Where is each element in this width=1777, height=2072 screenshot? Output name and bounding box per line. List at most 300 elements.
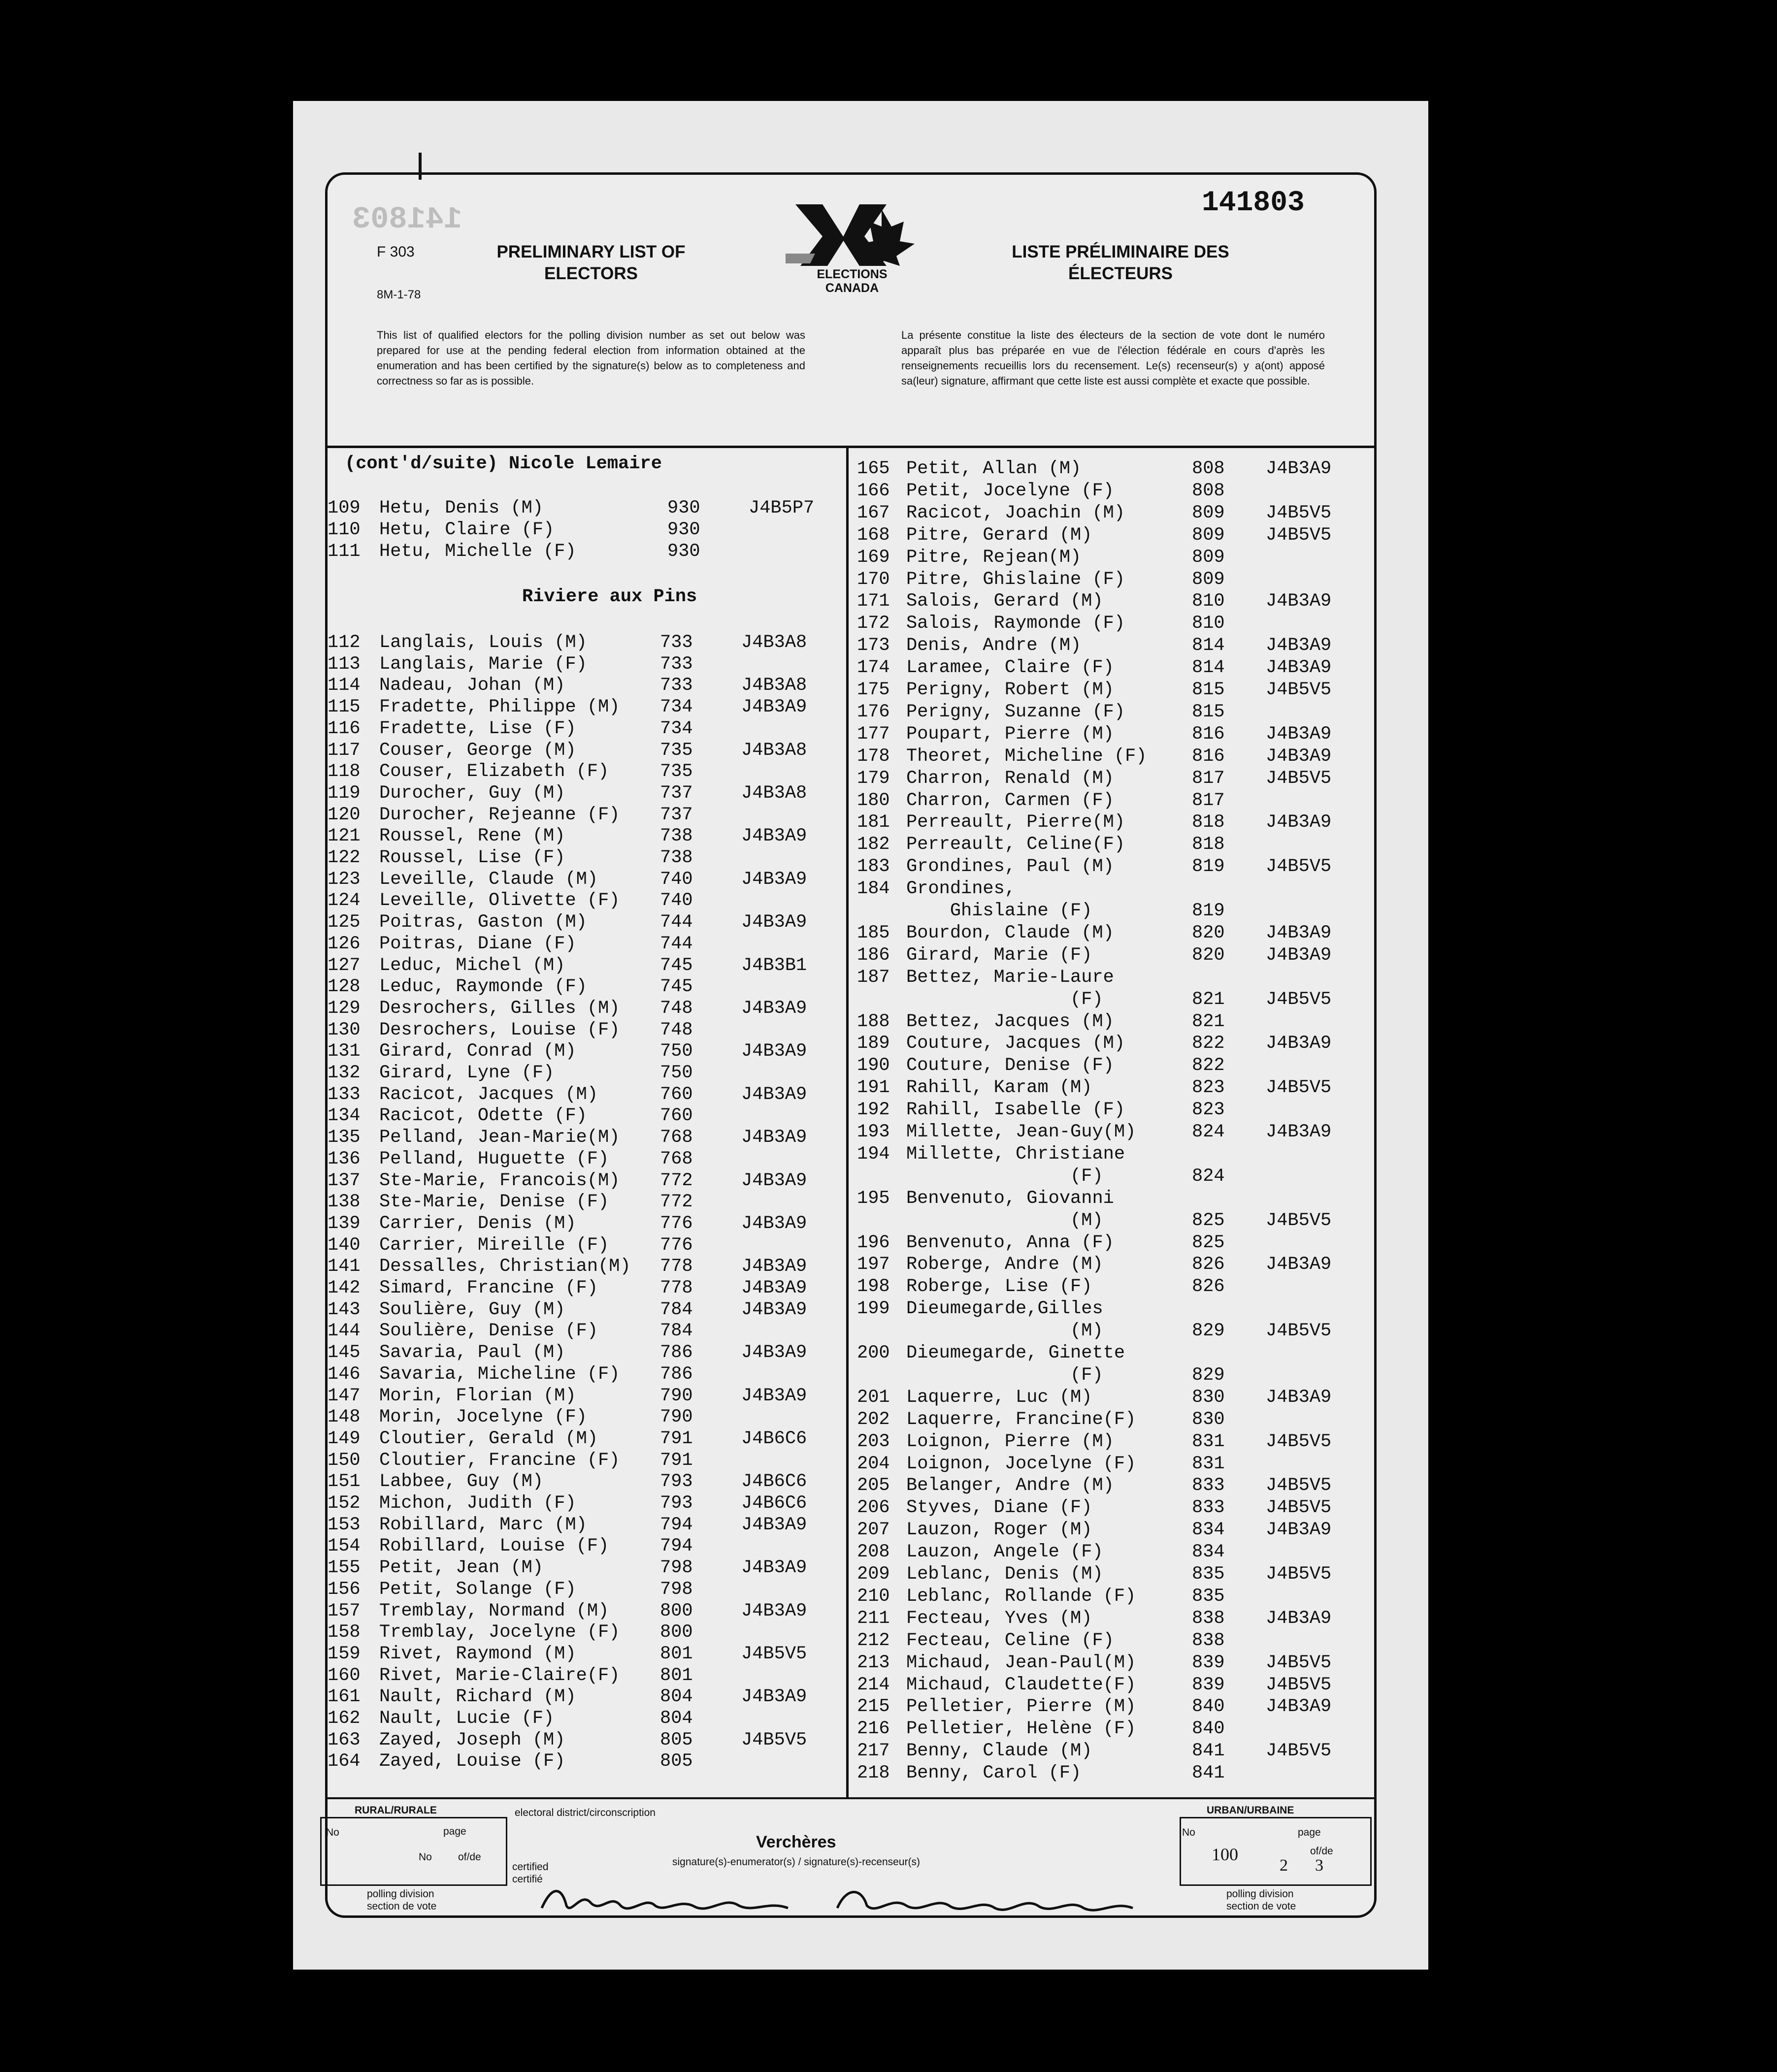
postal-code: J4B3A9 (741, 1041, 807, 1062)
elector-address: 808 (1192, 480, 1225, 501)
elector-row (328, 1040, 845, 1062)
elector-address: 820 (1192, 944, 1225, 966)
postal-code: J4B3A9 (1266, 944, 1332, 966)
elector-address: 930 (667, 519, 700, 540)
elector-name: Michaud, Jean-Paul(M) (906, 1652, 1136, 1673)
elector-name: Ste-Marie, Denise (F) (379, 1192, 609, 1213)
postal-code: J4B3B1 (741, 955, 807, 976)
elector-number: 156 (328, 1579, 361, 1600)
elector-number: 130 (328, 1019, 361, 1040)
elector-row (328, 1708, 845, 1729)
elector-name: Pitre, Gerard (M) (906, 524, 1092, 546)
elector-name: Fecteau, Yves (M) (906, 1608, 1092, 1629)
elector-address: 817 (1192, 768, 1225, 789)
elector-number: 199 (857, 1298, 890, 1320)
logo-text-canada: CANADA (825, 281, 879, 295)
elector-address: 744 (660, 933, 693, 954)
district-label: electoral district/circonscription (515, 1807, 656, 1818)
postal-code: J4B6C6 (741, 1471, 807, 1492)
elector-address: 839 (1192, 1674, 1225, 1695)
elector-name: (F) (906, 989, 1103, 1010)
elector-address: 816 (1192, 723, 1225, 745)
elector-row (328, 497, 845, 519)
elector-number: 131 (328, 1041, 361, 1062)
elector-row (328, 933, 845, 955)
elector-row (328, 782, 845, 804)
elector-address: 738 (660, 847, 693, 868)
elector-name: Charron, Carmen (F) (906, 790, 1114, 811)
elector-row (857, 1188, 1369, 1209)
elector-number: 123 (328, 869, 361, 890)
postal-code: J4B3A9 (1266, 1033, 1332, 1054)
elector-name: Belanger, Andre (M) (906, 1475, 1114, 1496)
rural-section-label: section de vote (367, 1901, 437, 1912)
page-number: 2 (1280, 1856, 1288, 1875)
postal-code: J4B3A9 (741, 1385, 807, 1406)
elector-name: Grondines, Paul (M) (906, 856, 1114, 877)
elector-number: 187 (857, 967, 890, 988)
rural-page-label: page (443, 1826, 466, 1837)
elector-number: 185 (857, 922, 890, 943)
elector-number: 136 (328, 1148, 361, 1169)
postal-code: J4B5V5 (1266, 680, 1332, 700)
elector-number: 143 (328, 1299, 361, 1320)
elector-name: Roberge, Andre (M) (906, 1254, 1103, 1275)
elector-number: 181 (857, 812, 890, 833)
elector-row (328, 1127, 845, 1148)
elector-number: 186 (857, 944, 890, 966)
elector-row (328, 976, 845, 998)
elector-name: Petit, Jocelyne (F) (906, 480, 1114, 501)
elector-row (857, 1254, 1369, 1275)
elector-name: Hetu, Claire (F) (379, 519, 555, 540)
elector-address: 790 (660, 1385, 693, 1406)
elector-row (857, 811, 1369, 833)
elector-number: 164 (328, 1751, 361, 1772)
elector-row (328, 653, 845, 675)
elector-number: 116 (328, 718, 361, 739)
elector-name: Leveille, Claude (M) (379, 869, 598, 890)
elector-number: 217 (857, 1741, 890, 1762)
elector-address: 738 (660, 826, 693, 847)
elector-row (328, 847, 845, 869)
elector-address: 820 (1192, 922, 1225, 943)
postal-code: J4B5V5 (1266, 1077, 1332, 1099)
elector-row (857, 1320, 1369, 1342)
elector-name: Robillard, Louise (F) (379, 1536, 609, 1557)
elector-row (857, 547, 1369, 568)
elector-number: 139 (328, 1213, 361, 1234)
urban-page-label: page (1298, 1827, 1321, 1838)
elector-number: 207 (857, 1520, 890, 1541)
elector-number: 126 (328, 933, 361, 954)
elector-number: 165 (857, 458, 890, 479)
postal-code: J4B3A9 (1266, 657, 1332, 679)
elector-address: 834 (1192, 1520, 1225, 1541)
elector-number: 159 (328, 1643, 361, 1664)
elector-address: 760 (660, 1105, 693, 1127)
elector-address: 826 (1192, 1276, 1225, 1297)
postal-code: J4B3A9 (1266, 458, 1332, 479)
elector-number: 117 (328, 740, 361, 761)
elector-number: 189 (857, 1033, 890, 1054)
certifie-label: certifié (512, 1874, 543, 1885)
postal-code: J4B5V5 (1266, 502, 1332, 523)
elector-name: Theoret, Micheline (F) (906, 745, 1147, 767)
elector-number: 179 (857, 768, 890, 789)
elector-row (857, 502, 1369, 524)
elector-address: 798 (660, 1579, 693, 1600)
elector-address: 823 (1192, 1100, 1225, 1121)
elector-name: Benvenuto, Anna (F) (906, 1232, 1114, 1253)
elector-address: 814 (1192, 657, 1225, 679)
elector-row (328, 1514, 845, 1536)
logo-text (783, 267, 921, 295)
elector-name: Bourdon, Claude (M) (906, 922, 1114, 943)
elector-name: Cloutier, Gerald (M) (379, 1428, 598, 1449)
elector-number: 125 (328, 912, 361, 933)
postal-code: J4B5V5 (1266, 1741, 1332, 1762)
elector-number: 205 (857, 1475, 890, 1496)
elector-name: Zayed, Louise (F) (379, 1751, 565, 1772)
elector-name: Tremblay, Normand (M) (379, 1600, 609, 1621)
postal-code: J4B5V5 (1266, 1431, 1332, 1452)
postal-code: J4B3A9 (741, 869, 807, 890)
elector-address: 800 (660, 1622, 693, 1643)
elector-name: Dieumegarde,Gilles (906, 1298, 1103, 1320)
elector-number: 212 (857, 1630, 890, 1651)
elector-name: Hetu, Denis (M) (379, 498, 544, 518)
elector-row (857, 480, 1369, 502)
elector-address: 772 (660, 1170, 693, 1191)
elector-number: 114 (328, 675, 361, 696)
elector-address: 786 (660, 1342, 693, 1363)
elector-row (328, 998, 845, 1019)
elector-number: 215 (857, 1696, 890, 1717)
elector-address: 760 (660, 1084, 693, 1105)
title-french: LISTE PRÉLIMINAIRE DES ÉLECTEURS (1012, 242, 1229, 283)
postal-code: J4B3A9 (1266, 591, 1332, 612)
elector-address: 833 (1192, 1497, 1225, 1519)
elector-row (328, 1342, 845, 1363)
elector-number: 183 (857, 856, 890, 877)
elector-number: 178 (857, 745, 890, 767)
elector-row (857, 922, 1369, 944)
title-english: PRELIMINARY LIST OF ELECTORS (496, 242, 686, 283)
elector-row (857, 613, 1369, 634)
elector-name: Leduc, Raymonde (F) (379, 976, 587, 998)
elector-address: 778 (660, 1256, 693, 1277)
elector-number: 133 (328, 1084, 361, 1105)
elector-address: 818 (1192, 812, 1225, 833)
elector-number: 196 (857, 1232, 890, 1253)
elector-name: Poitras, Diane (F) (379, 933, 576, 954)
postal-code: J4B5V5 (1266, 1564, 1332, 1585)
elector-row (328, 632, 845, 653)
postal-code: J4B3A9 (741, 998, 807, 1019)
elector-address: 750 (660, 1041, 693, 1062)
elector-name: Langlais, Marie (F) (379, 653, 587, 675)
elector-row (328, 1450, 845, 1471)
elector-address: 826 (1192, 1254, 1225, 1275)
elector-number: 175 (857, 680, 890, 700)
elector-number: 119 (328, 782, 361, 804)
urban-of-label: of/de (1310, 1845, 1333, 1857)
postal-code: J4B3A9 (1266, 1520, 1332, 1541)
enumerator-signatures (532, 1881, 1182, 1920)
elector-number: 145 (328, 1342, 361, 1363)
elector-address: 786 (660, 1363, 693, 1385)
elector-row (857, 1541, 1369, 1563)
elector-address: 776 (660, 1213, 693, 1234)
elector-address: 804 (660, 1686, 693, 1708)
elector-address: 794 (660, 1536, 693, 1557)
elector-row (857, 900, 1369, 922)
elector-number: 113 (328, 653, 361, 675)
elector-address: 805 (660, 1751, 693, 1772)
elector-number: 111 (328, 541, 361, 562)
elector-number: 118 (328, 761, 361, 782)
elector-row (857, 1232, 1369, 1254)
elector-number: 188 (857, 1011, 890, 1032)
elector-number: 206 (857, 1497, 890, 1519)
elector-number: 194 (857, 1143, 890, 1165)
elector-name: Zayed, Joseph (M) (379, 1729, 565, 1750)
postal-code: J4B5V5 (741, 1643, 807, 1664)
postal-code: J4B5V5 (1266, 1210, 1332, 1231)
elector-row (328, 1600, 845, 1622)
elector-number: 176 (857, 701, 890, 722)
certified-label: certified (512, 1861, 549, 1873)
elector-name: Desrochers, Louise (F) (379, 1019, 620, 1040)
elector-row (328, 1471, 845, 1492)
elector-address: 790 (660, 1407, 693, 1428)
elector-number: 201 (857, 1387, 890, 1408)
elector-number: 147 (328, 1385, 361, 1406)
elector-name: (F) (906, 1166, 1103, 1187)
elector-number: 204 (857, 1453, 890, 1474)
postal-code: J4B3A8 (741, 782, 807, 804)
elector-row (857, 1431, 1369, 1453)
elector-row (328, 1234, 845, 1256)
elector-row (857, 1652, 1369, 1674)
elector-row (328, 1406, 845, 1428)
elector-name: Pelletier, Pierre (M) (906, 1696, 1136, 1717)
elector-row (857, 1762, 1369, 1784)
elector-address: 825 (1192, 1210, 1225, 1231)
elector-address: 801 (660, 1665, 693, 1686)
elector-name: (F) (906, 1364, 1103, 1386)
elector-row (328, 1385, 845, 1407)
elector-number: 167 (857, 502, 890, 523)
urban-label: URBAN/URBAINE (1207, 1805, 1294, 1816)
elector-row (328, 1084, 845, 1105)
elector-row (328, 869, 845, 890)
elector-row (857, 1166, 1369, 1187)
elector-number: 193 (857, 1122, 890, 1142)
urban-box (1180, 1817, 1372, 1886)
elector-row (328, 1579, 845, 1600)
elector-address: 768 (660, 1127, 693, 1148)
elector-number: 112 (328, 632, 361, 653)
postal-code: J4B3A9 (1266, 745, 1332, 767)
elector-row (857, 1409, 1369, 1430)
elector-name: Morin, Florian (M) (379, 1385, 576, 1406)
elector-number: 115 (328, 697, 361, 718)
elector-row (857, 1121, 1369, 1143)
elector-address: 810 (1192, 591, 1225, 612)
elector-address: 768 (660, 1148, 693, 1169)
elector-number: 142 (328, 1278, 361, 1298)
elector-address: 822 (1192, 1033, 1225, 1054)
elector-address: 823 (1192, 1077, 1225, 1099)
elector-row (857, 856, 1369, 877)
elector-row (328, 1299, 845, 1321)
elector-address: 814 (1192, 635, 1225, 656)
elector-address: 734 (660, 718, 693, 739)
elector-address: 809 (1192, 502, 1225, 523)
elector-number: 122 (328, 847, 361, 868)
postal-code: J4B3A9 (741, 1342, 807, 1363)
punch-mark (419, 153, 422, 180)
elector-address: 839 (1192, 1652, 1225, 1673)
elector-number: 168 (857, 524, 890, 546)
elector-number: 161 (328, 1686, 361, 1708)
elector-address: 740 (660, 869, 693, 890)
logo-text-elections: ELECTIONS (817, 267, 888, 281)
elector-row (328, 1492, 845, 1514)
page-total: 3 (1315, 1856, 1323, 1875)
elector-row (857, 768, 1369, 789)
elector-address: 825 (1192, 1232, 1225, 1253)
elector-number: 174 (857, 657, 890, 679)
elector-number: 163 (328, 1729, 361, 1750)
elector-name: Robillard, Marc (M) (379, 1514, 587, 1535)
form-number: F 303 (377, 244, 415, 260)
elector-row (857, 1055, 1369, 1076)
elector-name: Denis, Andre (M) (906, 635, 1082, 656)
elector-row (328, 1686, 845, 1708)
elector-name: Laramee, Claire (F) (906, 657, 1114, 679)
elector-name: Girard, Conrad (M) (379, 1041, 576, 1062)
elector-name: Petit, Allan (M) (906, 458, 1082, 479)
elector-row (328, 1019, 845, 1041)
elector-address: 778 (660, 1278, 693, 1298)
elector-row (328, 1191, 845, 1213)
elector-row (857, 1077, 1369, 1099)
postal-code: J4B3A9 (741, 1686, 807, 1708)
elector-row (857, 723, 1369, 745)
elector-name: Pelland, Huguette (F) (379, 1148, 609, 1169)
elector-row (328, 890, 845, 911)
elector-number: 140 (328, 1234, 361, 1256)
elector-number: 210 (857, 1586, 890, 1607)
elector-number: 124 (328, 890, 361, 911)
elector-number: 218 (857, 1763, 890, 1784)
elector-number: 149 (328, 1428, 361, 1449)
elector-name: Loignon, Jocelyne (F) (906, 1453, 1136, 1474)
elector-address: 834 (1192, 1542, 1225, 1563)
elector-number: 191 (857, 1077, 890, 1099)
elector-name: Poitras, Gaston (M) (379, 912, 587, 933)
elector-name: Nault, Richard (M) (379, 1686, 576, 1708)
elector-address: 791 (660, 1428, 693, 1449)
elector-number: 137 (328, 1170, 361, 1191)
elector-number: 171 (857, 591, 890, 612)
street-heading: Riviere aux Pins (522, 586, 697, 607)
elector-row (328, 1535, 845, 1557)
elector-address: 830 (1192, 1409, 1225, 1430)
elector-name: Perreault, Pierre(M) (906, 812, 1125, 833)
rural-of-label: of/de (458, 1851, 481, 1863)
elector-row (328, 1256, 845, 1277)
elector-name: Bettez, Marie-Laure (906, 967, 1114, 988)
elector-row (857, 458, 1369, 480)
signature-label: signature(s)-enumerator(s) / signature(s)-recenseur(s) (672, 1856, 920, 1868)
elector-name: Perigny, Robert (M) (906, 680, 1114, 700)
elector-number: 151 (328, 1471, 361, 1492)
elector-row (857, 590, 1369, 612)
elector-row (857, 989, 1369, 1010)
elector-name: Petit, Solange (F) (379, 1579, 576, 1600)
elector-address: 750 (660, 1063, 693, 1083)
elector-number: 132 (328, 1063, 361, 1083)
postal-code: J4B5V5 (1266, 856, 1332, 877)
elector-number: 169 (857, 547, 890, 568)
elector-name: Pitre, Ghislaine (F) (906, 569, 1125, 590)
elector-row (857, 524, 1369, 546)
postal-code: J4B3A8 (741, 632, 807, 653)
elector-name: Leblanc, Denis (M) (906, 1564, 1103, 1585)
elector-name: Couture, Jacques (M) (906, 1033, 1125, 1054)
elector-row (857, 1011, 1369, 1033)
elector-name: Poupart, Pierre (M) (906, 723, 1114, 745)
elector-address: 733 (660, 653, 693, 675)
elector-address: 744 (660, 912, 693, 933)
elector-number: 158 (328, 1622, 361, 1643)
postal-code: J4B5V5 (1266, 1475, 1332, 1496)
elector-name: Michaud, Claudette(F) (906, 1674, 1136, 1695)
elector-number: 138 (328, 1192, 361, 1213)
elector-name: Langlais, Louis (M) (379, 632, 587, 653)
elector-name: Benvenuto, Giovanni (906, 1188, 1114, 1209)
elector-address: 829 (1192, 1364, 1225, 1386)
elector-number: 134 (328, 1105, 361, 1127)
elector-row (857, 1696, 1369, 1717)
urban-section-label: section de vote (1226, 1901, 1296, 1912)
elector-row (857, 657, 1369, 679)
elector-name: Couser, George (M) (379, 740, 576, 761)
postal-code: J4B3A9 (741, 912, 807, 933)
elector-name: Charron, Renald (M) (906, 768, 1114, 789)
elector-name: Loignon, Pierre (M) (906, 1431, 1114, 1452)
elector-number: 214 (857, 1674, 890, 1695)
elector-row (857, 1387, 1369, 1408)
stamp-number: 141803 (1202, 187, 1305, 219)
elector-address: 817 (1192, 790, 1225, 811)
elector-address: 930 (667, 498, 700, 518)
elector-name: Racicot, Odette (F) (379, 1105, 587, 1127)
elector-name: Couser, Elizabeth (F) (379, 761, 609, 782)
elector-name: Nault, Lucie (F) (379, 1708, 555, 1729)
elector-address: 800 (660, 1600, 693, 1621)
elector-address: 791 (660, 1450, 693, 1471)
elector-address: 737 (660, 804, 693, 825)
elector-number: 110 (328, 519, 361, 540)
elector-address: 804 (660, 1708, 693, 1729)
elector-number: 203 (857, 1431, 890, 1452)
elector-address: 784 (660, 1299, 693, 1320)
